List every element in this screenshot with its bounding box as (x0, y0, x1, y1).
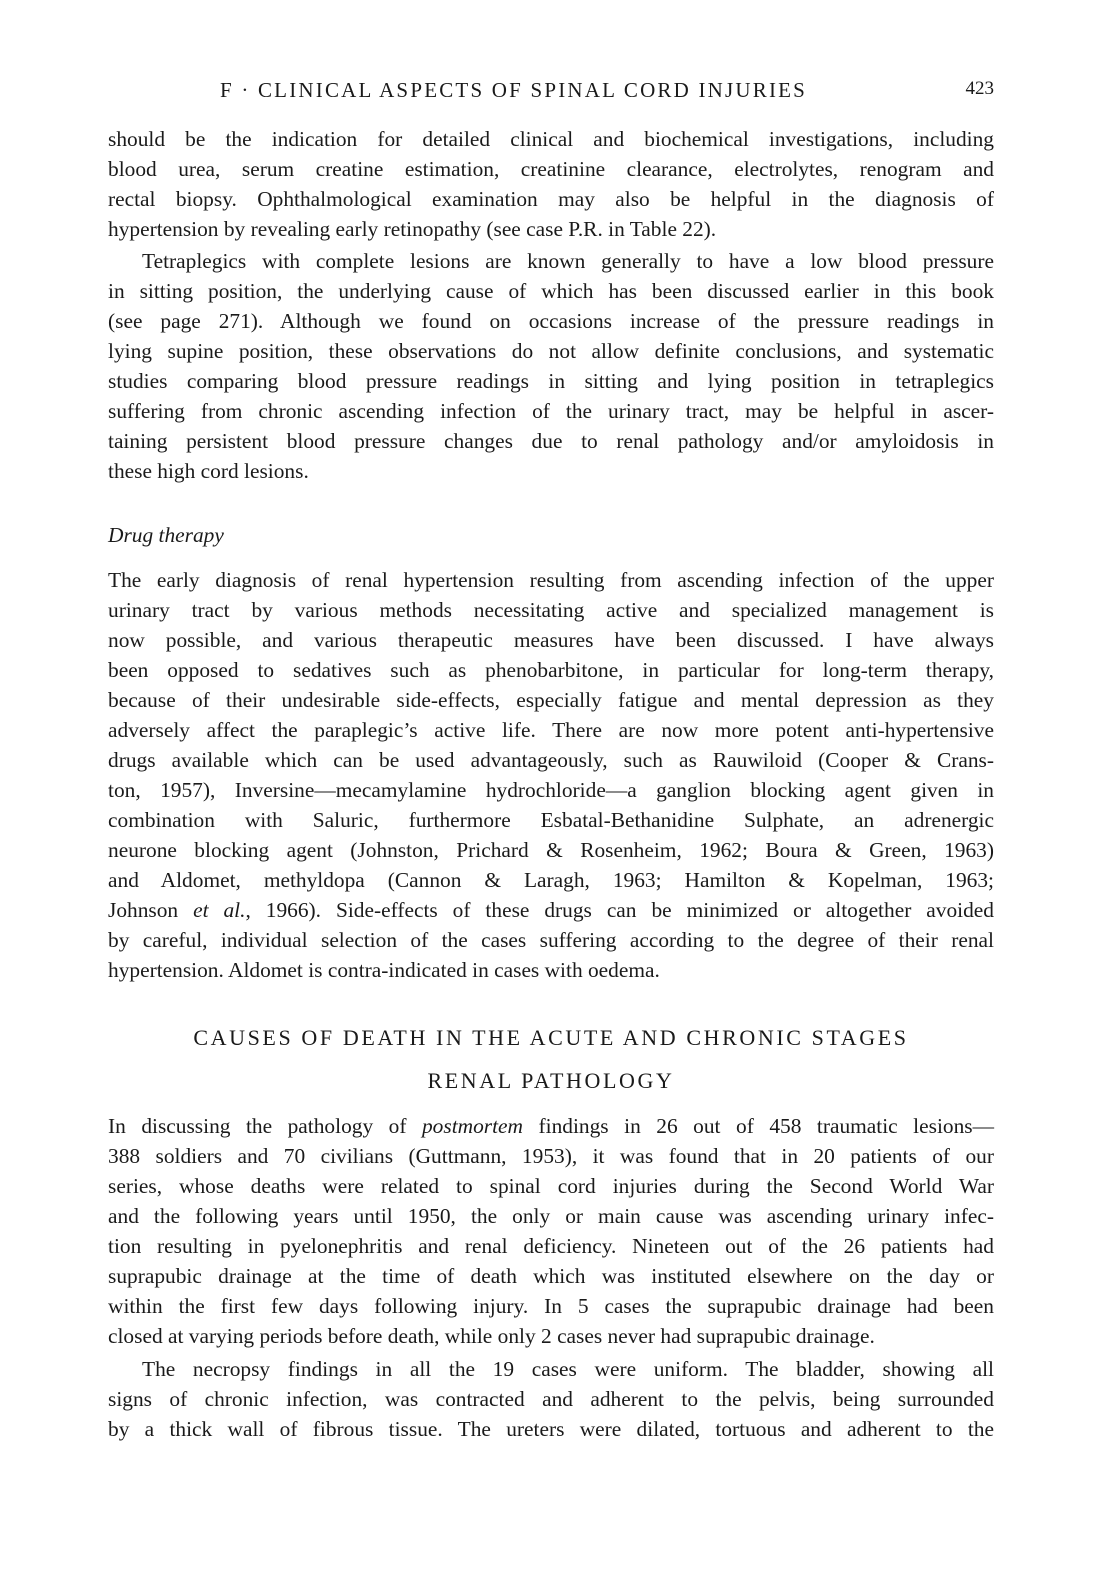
text-line: should be the indication for detailed clinical and biochemical investigations, including (108, 127, 994, 151)
text-line: taining persistent blood pressure changes due to renal pathology and/or amyloidosis in (108, 429, 994, 453)
text-line-etal (108, 895, 994, 925)
text-line: combination with Saluric, furthermore Esbatal-Bethanidine Sulphate, an adrenergic (108, 808, 994, 832)
text-line: rectal biopsy. Ophthalmological examination may also be helpful in the diagnosis of (108, 187, 994, 211)
text-line: series, whose deaths were related to spinal cord injuries during the Second World War (108, 1174, 994, 1198)
text-run: , 1966). Side-effects of these drugs can be minimized or altogether avoided (245, 898, 994, 922)
running-title: F · CLINICAL ASPECTS OF SPINAL CORD INJURIES (220, 78, 808, 102)
running-header (108, 78, 994, 106)
text-line: suprapubic drainage at the time of death which was instituted elsewhere on the day or (108, 1264, 994, 1288)
text-line: The early diagnosis of renal hypertension resulting from ascending infection of the upper (108, 568, 994, 592)
text-line: by careful, individual selection of the cases suffering according to the degree of their renal (108, 928, 994, 952)
text-line: drugs available which can be used advantageously, such as Rauwiloid (Cooper & Crans- (108, 748, 994, 772)
text-line-postmortem (108, 1111, 994, 1141)
italic-text: et al. (193, 898, 246, 922)
text-line: 388 soldiers and 70 civilians (Guttmann, 1953), it was found that in 20 patients of our (108, 1144, 994, 1168)
paragraph-tetraplegics (108, 246, 994, 486)
paragraph-renal-pathology (108, 1111, 994, 1351)
text-line: these high cord lesions. (108, 459, 309, 483)
text-line: neurone blocking agent (Johnston, Prichard & Rosenheim, 1962; Boura & Green, 1963) (108, 838, 994, 862)
text-line: by a thick wall of fibrous tissue. The ureters were dilated, tortuous and adherent to the (108, 1417, 994, 1441)
text-line: and the following years until 1950, the only or main cause was ascending urinary infec- (108, 1204, 994, 1228)
text-line: within the first few days following injury. In 5 cases the suprapubic drainage had been (108, 1294, 994, 1318)
text-run: findings in 26 out of 458 traumatic lesions— (523, 1114, 994, 1138)
text-line: studies comparing blood pressure readings in sitting and lying position in tetraplegics (108, 369, 994, 393)
text-line: urinary tract by various methods necessitating active and specialized management is (108, 598, 994, 622)
text-line: Tetraplegics with complete lesions are known generally to have a low blood pressure (142, 249, 994, 273)
text-line: in sitting position, the underlying cause of which has been discussed earlier in this book (108, 279, 994, 303)
text-line: and Aldomet, methyldopa (Cannon & Laragh, 1963; Hamilton & Kopelman, 1963; (108, 868, 994, 892)
text-line: tion resulting in pyelonephritis and renal deficiency. Nineteen out of the 26 patients had (108, 1234, 994, 1258)
text-line: signs of chronic infection, was contracted and adherent to the pelvis, being surrounded (108, 1387, 994, 1411)
italic-text: postmortem (421, 1114, 523, 1138)
text-run: In discussing the pathology of (108, 1114, 422, 1138)
text-line: hypertension. Aldomet is contra-indicated in cases with oedema. (108, 958, 660, 982)
text-line: hypertension by revealing early retinopathy (see case P.R. in Table 22). (108, 217, 717, 241)
text-line: closed at varying periods before death, while only 2 cases never had suprapubic drainage. (108, 1324, 875, 1348)
text-run: Johnson (108, 898, 194, 922)
text-line: The necropsy findings in all the 19 cases were uniform. The bladder, showing all (142, 1357, 994, 1381)
paragraph-investigations (108, 124, 994, 244)
text-line: (see page 271). Although we found on occasions increase of the pressure readings in (108, 309, 994, 333)
text-line: suffering from chronic ascending infection of the urinary tract, may be helpful in ascer- (108, 399, 994, 423)
text-line: blood urea, serum creatine estimation, creatinine clearance, electrolytes, renogram and (108, 157, 994, 181)
paragraph-necropsy (108, 1354, 994, 1444)
text-line: lying supine position, these observations do not allow definite conclusions, and systematic (108, 339, 994, 363)
text-line: ton, 1957), Inversine—mecamylamine hydrochloride—a ganglion blocking agent given in (108, 778, 994, 802)
paragraph-drug-therapy (108, 565, 994, 985)
section-subheading: RENAL PATHOLOGY (427, 1068, 675, 1093)
text-line: because of their undesirable side-effects, especially fatigue and mental depression as they (108, 688, 994, 712)
text-line: been opposed to sedatives such as phenobarbitone, in particular for long-term therapy, (108, 658, 994, 682)
text-line: now possible, and various therapeutic measures have been discussed. I have always (108, 628, 994, 652)
text-line: adversely affect the paraplegic’s active life. There are now more potent anti-hypertensive (108, 718, 994, 742)
subheading-drug-therapy: Drug therapy (108, 523, 224, 547)
page-number: 423 (965, 78, 994, 99)
section-heading: CAUSES OF DEATH IN THE ACUTE AND CHRONIC STAGES (193, 1025, 909, 1050)
